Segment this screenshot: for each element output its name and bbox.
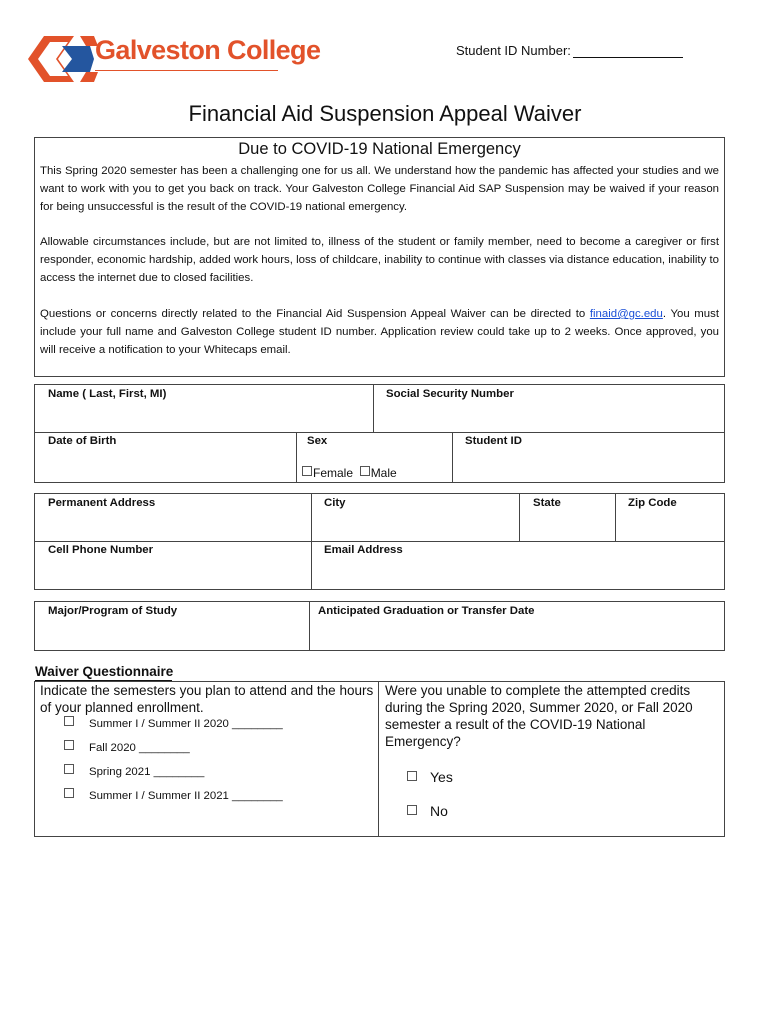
- semester-checkbox[interactable]: [64, 716, 74, 726]
- ssn-field[interactable]: Social Security Number: [386, 388, 514, 400]
- logo-chevron-blue: [62, 46, 94, 72]
- female-option[interactable]: [302, 466, 353, 480]
- yes-checkbox[interactable]: [407, 771, 417, 781]
- divider: [519, 493, 520, 542]
- address-field[interactable]: Permanent Address: [48, 497, 156, 509]
- zip-field[interactable]: Zip Code: [628, 497, 677, 509]
- male-option[interactable]: [360, 466, 397, 480]
- logo-underline: [95, 70, 278, 71]
- divider: [34, 432, 725, 433]
- student-id-number-label: Student ID Number:: [456, 43, 571, 58]
- page-title: Financial Aid Suspension Appeal Waiver: [188, 101, 582, 126]
- cell-phone-field[interactable]: Cell Phone Number: [48, 544, 154, 556]
- divider: [34, 541, 725, 542]
- covid-question: Were you unable to complete the attempted credits during the Spring 2020, Summer 2020, or Fall 2020 semester a result of the COVID-19 National Emergency?: [385, 683, 693, 749]
- sex-options: [302, 466, 397, 480]
- major-field[interactable]: Major/Program of Study: [48, 605, 178, 617]
- yes-option[interactable]: [407, 769, 453, 785]
- divider: [296, 432, 297, 483]
- divider: [311, 493, 312, 590]
- logo-accent-bottom: [80, 72, 98, 82]
- female-label: Female: [313, 466, 354, 480]
- semester-option[interactable]: [64, 764, 204, 778]
- finaid-email-link[interactable]: finaid@gc.edu: [589, 308, 663, 320]
- semester-option[interactable]: [64, 788, 283, 802]
- semester-option[interactable]: [64, 716, 283, 730]
- info-paragraph-3: [40, 305, 719, 359]
- questionnaire-heading: Waiver Questionnaire: [35, 664, 174, 679]
- female-checkbox[interactable]: [302, 466, 312, 476]
- male-checkbox[interactable]: [360, 466, 370, 476]
- semester-label: Fall 2020 ________: [89, 742, 190, 754]
- dob-field[interactable]: Date of Birth: [48, 435, 117, 447]
- logo-text: Galveston College: [95, 35, 321, 65]
- grad-date-field[interactable]: Anticipated Graduation or Transfer Date: [318, 605, 535, 617]
- no-label: No: [430, 803, 448, 819]
- semester-label: Spring 2021 ________: [89, 766, 205, 778]
- info-subtitle: Due to COVID-19 National Emergency: [238, 140, 521, 158]
- info-p3-text-1: Questions or concerns directly related to the Financial Aid Suspension Appeal Waiver can be directed to: [40, 308, 590, 320]
- no-option[interactable]: [407, 803, 448, 819]
- name-field[interactable]: Name ( Last, First, MI): [48, 388, 167, 400]
- divider: [615, 493, 616, 542]
- male-label: Male: [370, 466, 397, 480]
- divider: [452, 432, 453, 483]
- student-id-number-field[interactable]: [456, 43, 683, 58]
- semester-checkbox[interactable]: [64, 740, 74, 750]
- semesters-question: Indicate the semesters you plan to attend and the hours of your planned enrollment.: [40, 683, 374, 715]
- semester-option[interactable]: [64, 740, 190, 754]
- info-paragraph-2: Allowable circumstances include, but are not limited to, illness of the student or family member, need to become a caregiver or first responder, economic hardship, added work hours, loss of childcare, inability to continue with classes via distance education, inability to access the internet due to closed facilities.: [40, 236, 719, 284]
- sex-field: Sex: [307, 435, 328, 447]
- semester-label: Summer I / Summer II 2020 ________: [89, 718, 283, 730]
- state-field[interactable]: State: [533, 497, 561, 509]
- semester-label: Summer I / Summer II 2021 ________: [89, 790, 283, 802]
- student-id-field[interactable]: Student ID: [465, 435, 522, 447]
- info-p3-text-2: . You must include your full name and Galveston College student ID number. Application review could take up to 2 weeks. Once approved, you will receive a notification to your Whitecaps email.: [40, 308, 719, 356]
- info-paragraph-1: This Spring 2020 semester has been a challenging one for us all. We understand how the pandemic has affected your studies and we want to work with you to get you back on track. Your Galveston College Financial Aid SAP Suspension may be waived if your reason for being unsuccessful is the result of the COVID-19 national emergency.: [40, 165, 719, 213]
- email-field[interactable]: Email Address: [324, 544, 403, 556]
- city-field[interactable]: City: [324, 497, 346, 509]
- divider: [309, 601, 310, 651]
- divider: [373, 384, 374, 433]
- semester-checkbox[interactable]: [64, 764, 74, 774]
- student-id-number-blank[interactable]: [573, 44, 683, 58]
- yes-label: Yes: [430, 769, 453, 785]
- no-checkbox[interactable]: [407, 805, 417, 815]
- semester-checkbox[interactable]: [64, 788, 74, 798]
- divider: [378, 681, 379, 837]
